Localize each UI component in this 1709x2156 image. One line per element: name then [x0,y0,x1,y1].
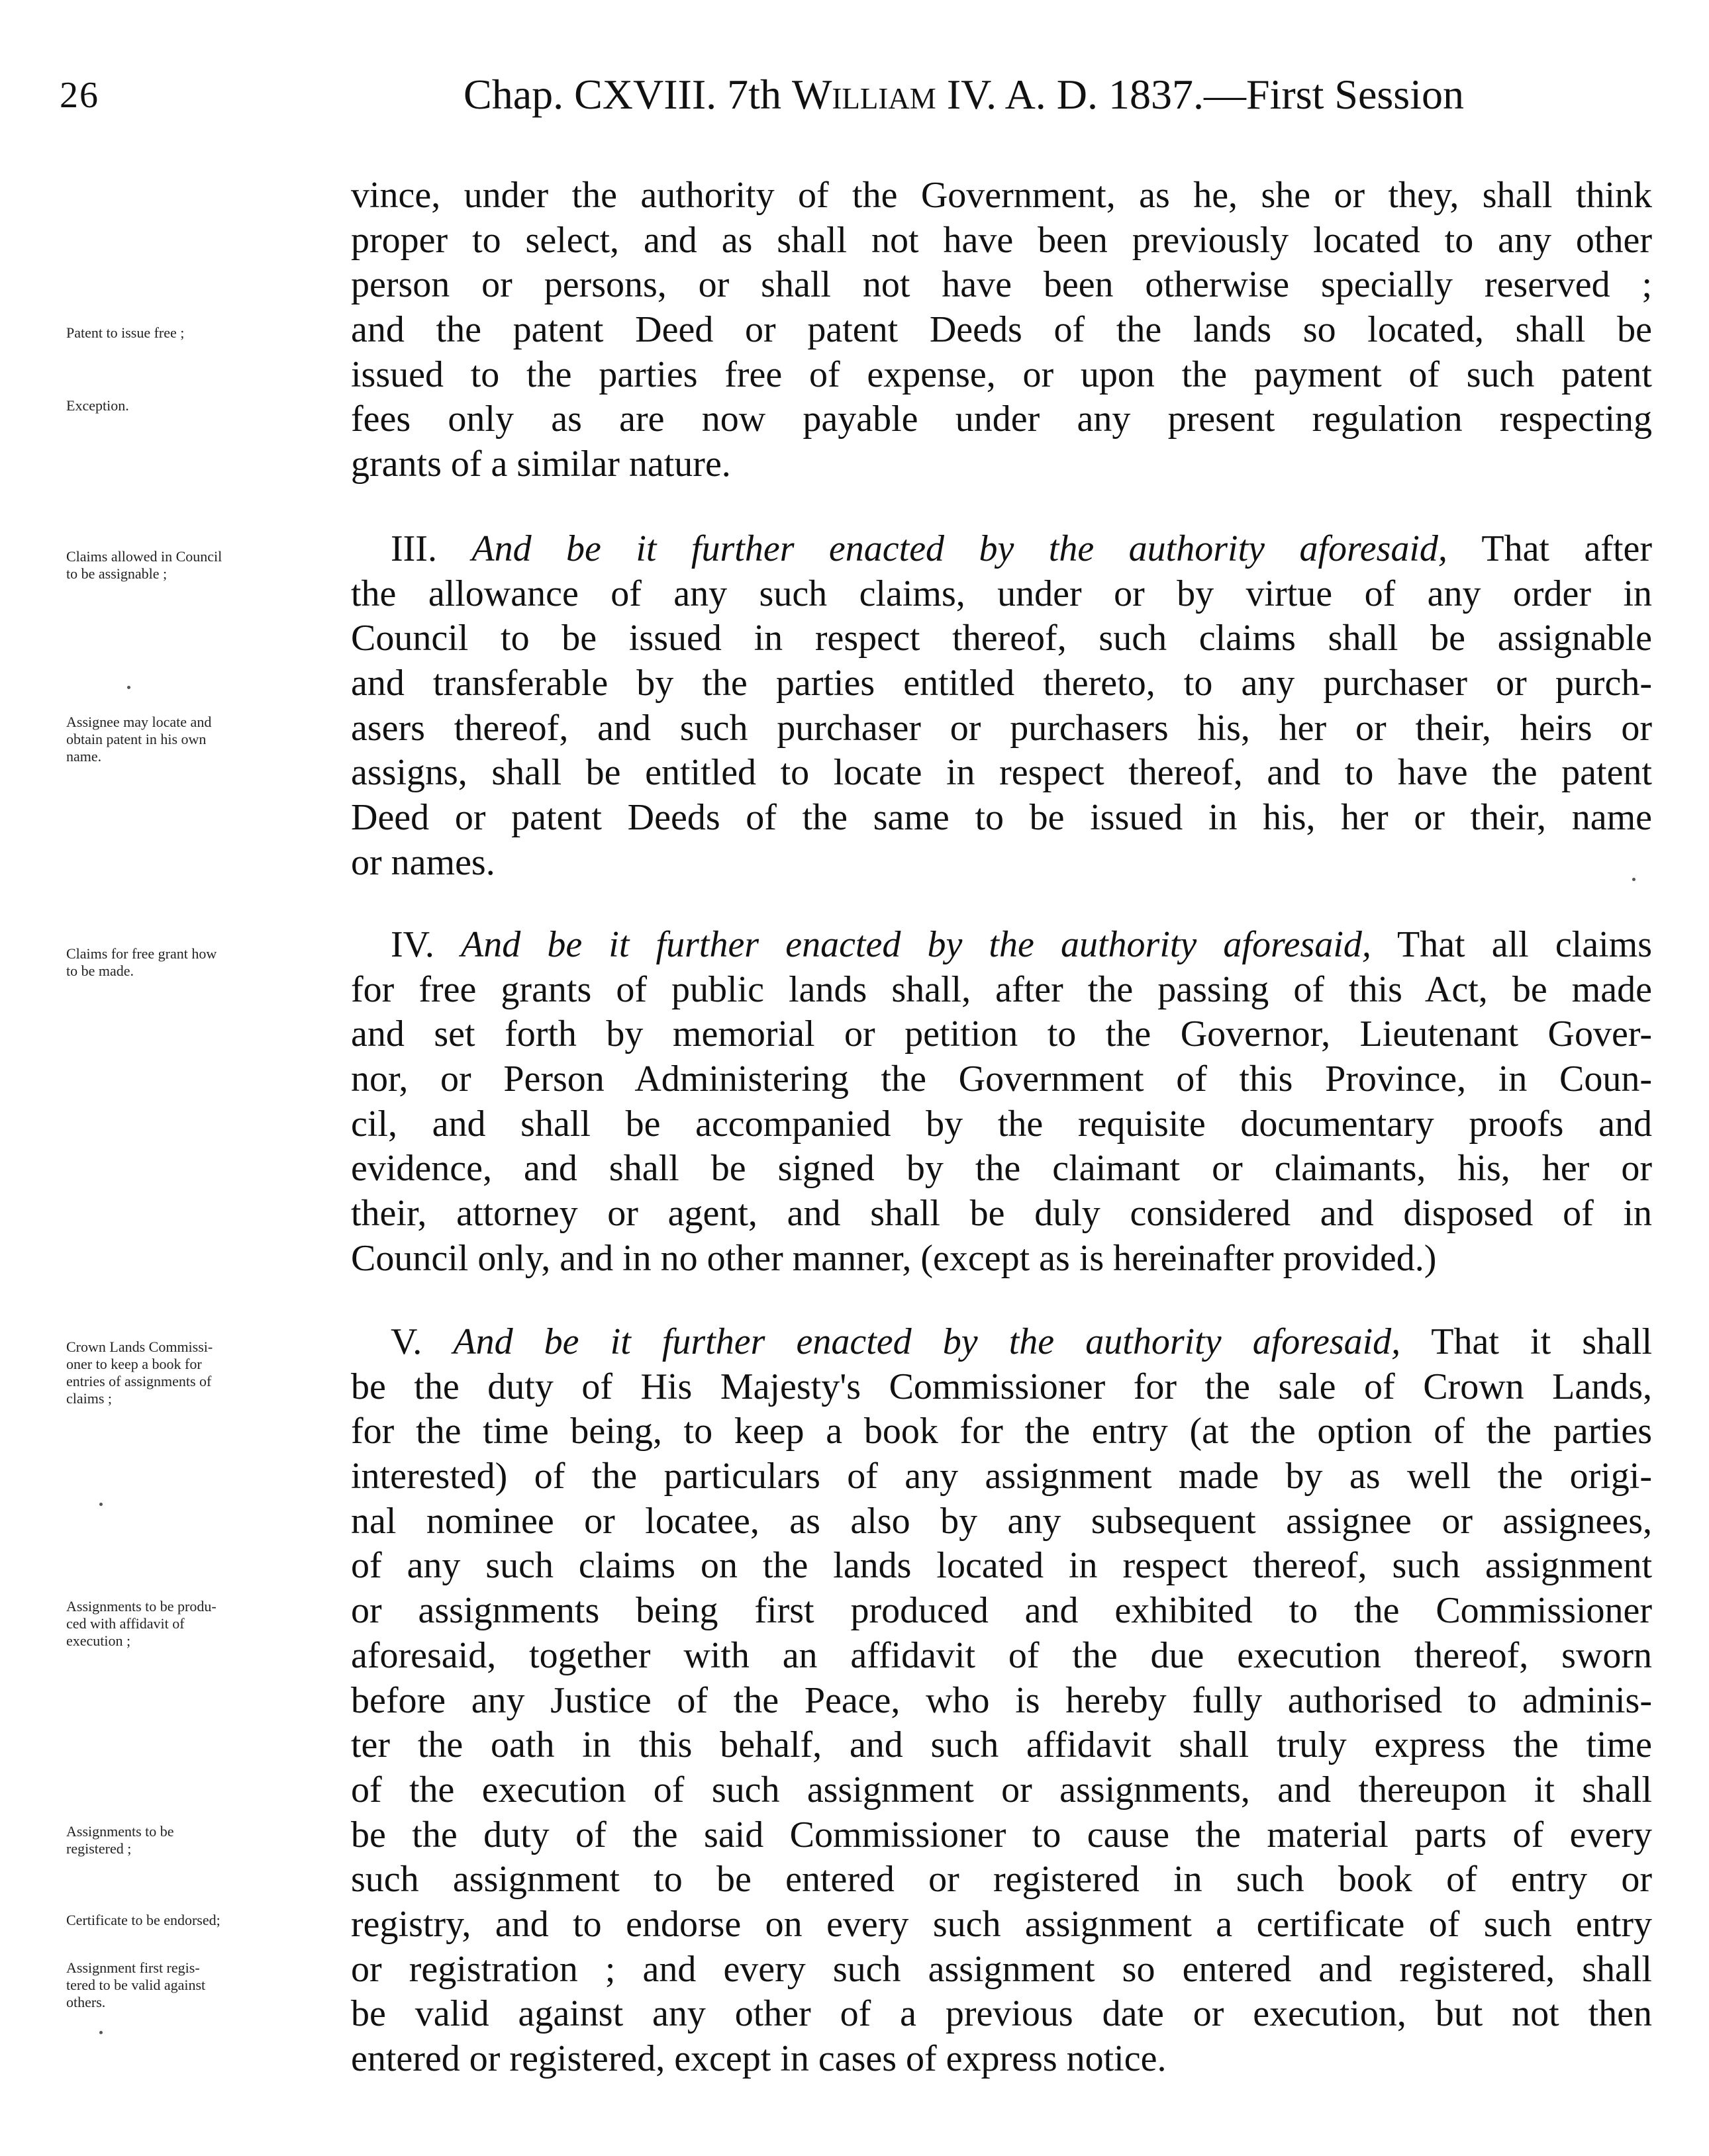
section-first-line [351,1320,1652,1365]
enacting-clause: And be it further enacted by the authority aforesaid, [471,528,1447,569]
paragraph-line: ter the oath in this behalf, and such affidavit shall truly express the time [351,1724,1652,1766]
paragraph-line: issued to the parties free of expense, or upon the payment of such patent [351,353,1652,395]
page-number: 26 [60,75,99,116]
paragraph-line: nal nominee or locatee, as also by any subsequent assignee or assignees, [351,1500,1652,1542]
margin-note-first-registered [66,1959,351,2011]
section-number: IV. [391,924,434,965]
paragraph-line: nor, or Person Administering the Government of this Province, in Coun- [351,1058,1652,1100]
margin-note-line: to be assignable ; [66,565,168,582]
paragraph-line: of any such claims on the lands located in respect thereof, such assignment [351,1545,1652,1587]
margin-note-line: Claims allowed in Council [66,548,222,565]
paragraph-line: the allowance of any such claims, under or by virtue of any order in [351,573,1652,614]
running-head-suffix: IV. A. D. 1837.—First Session [936,71,1464,118]
margin-note-line: obtain patent in his own [66,731,207,747]
page-header [60,71,1649,134]
margin-note-line: tered to be valid against [66,1977,206,1993]
section-first-line-rest: That all claims [1371,924,1653,965]
margin-note-line: name. [66,748,102,765]
margin-note-certificate-endorsed: Certificate to be endorsed; [66,1912,220,1928]
paragraph-line: be the duty of His Majesty's Commissioner for the sale of Crown Lands, [351,1366,1652,1407]
margin-note-line: Claims for free grant how [66,945,217,962]
margin-note-claims-assignable [66,548,351,583]
paragraph-line: Council only, and in no other manner, (except as is hereinafter provided.) [351,1237,1437,1279]
paragraph-line: Council to be issued in respect thereof, such claims shall be assignable [351,618,1652,659]
margin-note-line: others. [66,1994,106,2010]
paragraph-line: vince, under the authority of the Government, as he, she or they, shall think [351,175,1652,216]
section-3 [351,527,1652,886]
paragraph-line: person or persons, or shall not have been otherwise specially reserved ; [351,264,1652,306]
margin-note-line: entries of assignments of [66,1373,212,1389]
margin-note-line: Assignments to be [66,1823,174,1840]
margin-note-assignee-locate [66,714,351,765]
margin-note-line: Assignment first regis- [66,1959,200,1976]
margin-note-patent-free: Patent to issue free ; [66,324,185,341]
margin-note-assignments-registered [66,1823,351,1857]
section-number: V. [391,1321,422,1362]
paragraph-line: their, attorney or agent, and shall be duly considered and disposed of in [351,1193,1652,1235]
paragraph-line: entered or registered, except in cases of express notice. [351,2038,1167,2079]
paragraph-line: and the patent Deed or patent Deeds of the lands so located, shall be [351,309,1652,351]
margin-note-line: Assignee may locate and [66,714,212,730]
margin-note-line: claims ; [66,1390,113,1407]
margin-note-crown-lands [66,1338,351,1407]
section-first-line [351,527,1652,572]
paragraph-line: registry, and to endorse on every such assignment a certificate of such entry [351,1903,1652,1945]
paragraph-line: aforesaid, together with an affidavit of the due execution thereof, sworn [351,1634,1652,1676]
enacting-clause: And be it further enacted by the authority aforesaid, [453,1321,1401,1362]
paragraph-line: or registration ; and every such assignment so entered and registered, shall [351,1948,1652,1990]
paragraph-line: be the duty of the said Commissioner to cause the material parts of every [351,1814,1652,1855]
paragraph-line: grants of a similar nature. [351,444,731,485]
paragraph-line: for the time being, to keep a book for the entry (at the option of the parties [351,1411,1652,1452]
paragraph-line: interested) of the particulars of any assignment made by as well the origi- [351,1456,1652,1497]
print-speck [99,2031,103,2034]
paragraph-line: of the execution of such assignment or assignments, and thereupon it shall [351,1769,1652,1810]
paragraph-line: and transferable by the parties entitled thereto, to any purchaser or purch- [351,663,1652,704]
section-first-line-rest: That after [1447,528,1653,569]
running-head [464,70,1464,119]
margin-note-line: to be made. [66,962,134,979]
margin-note-line: registered ; [66,1840,132,1857]
margin-note-line: Assignments to be produ- [66,1598,217,1615]
paragraph-line: and set forth by memorial or petition to the Governor, Lieutenant Gover- [351,1013,1652,1055]
margin-note-line: ced with affidavit of [66,1615,185,1632]
paragraph-line: proper to select, and as shall not have been previously located to any other [351,219,1652,261]
print-speck [127,686,130,689]
margin-note-line: Crown Lands Commissi- [66,1338,213,1355]
margin-note-assignments-produced [66,1598,351,1650]
margin-note-line: execution ; [66,1632,131,1649]
section-first-line [351,923,1652,968]
margin-note-exception: Exception. [66,397,129,414]
paragraph-line: evidence, and shall be signed by the claimant or claimants, his, her or [351,1148,1652,1190]
running-head-prefix: Chap. CXVIII. 7th [464,71,792,118]
enacting-clause: And be it further enacted by the authority aforesaid, [461,924,1371,965]
paragraph-line: cil, and shall be accompanied by the requisite documentary proofs and [351,1103,1652,1145]
print-speck [1632,878,1636,881]
paragraph-line: be valid against any other of a previous date or execution, but not then [351,1993,1652,2035]
running-head-king: William [791,71,936,118]
paragraph-line: asers thereof, and such purchaser or purchasers his, her or their, heirs or [351,707,1652,749]
continuation-paragraph [351,173,1652,487]
paragraph-line: such assignment to be entered or registered in such book of entry or [351,1859,1652,1900]
paragraph-line: fees only as are now payable under any present regulation respecting [351,398,1652,440]
section-number: III. [391,528,437,569]
paragraph-line: or assignments being first produced and exhibited to the Commissioner [351,1590,1652,1632]
paragraph-line: or names. [351,841,495,883]
margin-note-claims-free-grant [66,945,351,980]
paragraph-line: before any Justice of the Peace, who is hereby fully authorised to adminis- [351,1679,1652,1721]
paragraph-line: for free grants of public lands shall, after the passing of this Act, be made [351,968,1652,1010]
paragraph-line: assigns, shall be entitled to locate in respect thereof, and to have the patent [351,752,1652,794]
margin-note-line: oner to keep a book for [66,1356,202,1372]
section-4 [351,923,1652,1282]
paragraph-line: Deed or patent Deeds of the same to be issued in his, her or their, name [351,797,1652,839]
section-first-line-rest: That it shall [1400,1321,1653,1362]
section-5 [351,1320,1652,2082]
print-speck [99,1503,103,1506]
